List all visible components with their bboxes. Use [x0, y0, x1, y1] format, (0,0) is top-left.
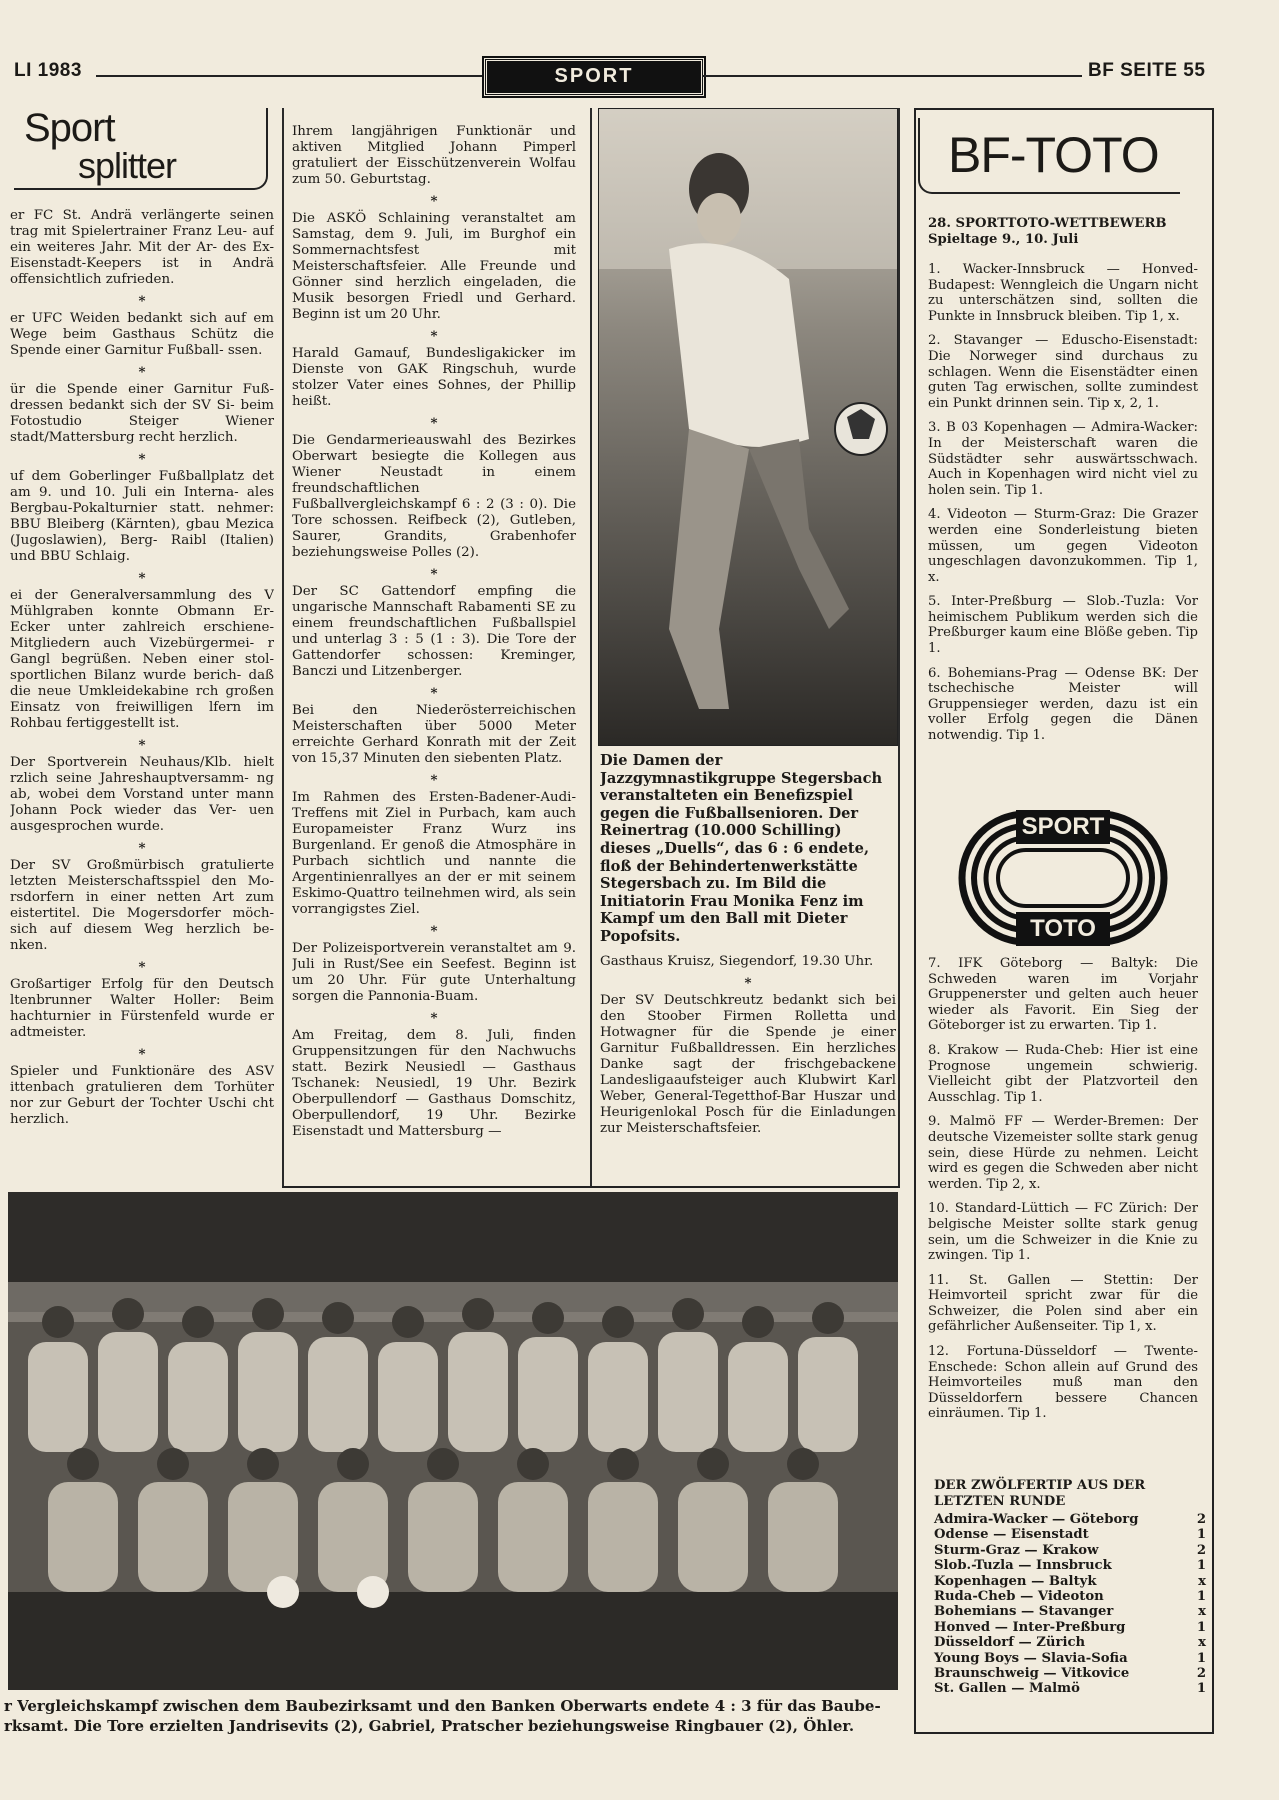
toto-title-box: [918, 116, 1206, 196]
header-date: LI 1983: [14, 60, 82, 81]
result-match: Odense — Eisenstadt: [934, 1527, 1089, 1543]
toto-game: 3. B 03 Kopenhagen — Admira-Wacker: In der Meisterschaft waren die Südstädter sehr auswärtsschwach. Auch in Kopenhagen wird nicht viel zu holen sein. Tip 1.: [928, 420, 1198, 498]
separator-star: *: [138, 959, 146, 975]
result-row: [934, 1666, 1206, 1681]
result-match: Bohemians — Stavanger: [934, 1604, 1114, 1620]
separator-star: *: [430, 1010, 438, 1026]
toto-heading: [928, 216, 1198, 247]
article: Großartiger Erfolg für den Deutsch ltenbrunner Walter Holler: Beim hachturnier in Fürstenfeld wurde er adtmeister.: [10, 977, 274, 1040]
toto-games-first: [928, 262, 1198, 802]
article: er UFC Weiden bedankt sich auf em Wege beim Gasthaus Schütz die Spende einer Garnitur Fußball- ssen.: [10, 311, 274, 358]
article: ei der Generalversammlung des V Mühlgraben konnte Obmann Er- Ecker unter zahlreich erschiene- Mitgliedern auch Vizebürgermei- r Gangl begrüßen. Neben einer stol- sportlichen Bilanz wurde berich- daß die neue Umkleidekabine rch großen Einsatz von freiwilligen lfern im Rohbau fertiggestellt ist.: [10, 588, 274, 731]
result-tip: 1: [1196, 1619, 1206, 1635]
photo-caption: Die Damen der Jazzgymnastikgruppe Stegersbach veranstalteten ein Benefizspiel gegen die Fußballsenioren. Der Reinertrag (10.000 Schilling) dieses „Duells“, das 6 : 6 endete, floß der Behindertenwerkstätte Stegersbach zu. Im Bild die Initiatorin Frau Monika Fenz im Kampf um den Ball mit Dieter Popofsits.: [600, 752, 883, 945]
separator-star: *: [430, 566, 438, 582]
separator-star: *: [744, 975, 752, 991]
article: Spieler und Funktionäre des ASV ittenbach gratulieren dem Torhüter nor zur Geburt der Tochter Uschi cht herzlich.: [10, 1064, 274, 1127]
article: Die Gendarmerieauswahl des Bezirkes Oberwart besiegte die Kollegen aus Wiener Neustadt in einem freundschaftlichen Fußballvergleichskampf 6 : 2 (3 : 0). Die Tore schossen. Reifbeck (2), Gutleben, Saurer, Grandits, Grabenhofer beziehungsweise Polles (2).: [292, 433, 576, 560]
separator-star: *: [430, 923, 438, 939]
separator-star: *: [430, 772, 438, 788]
results-title: DER ZWÖLFERTIP AUS DER LETZTEN RUNDE: [934, 1478, 1146, 1509]
column-news: [292, 124, 576, 1184]
team-photo: [8, 1192, 898, 1690]
result-match: Kopenhagen — Baltyk: [934, 1573, 1097, 1589]
logo-text-top: SPORT: [1021, 813, 1105, 840]
toto-title: BF-TOTO: [948, 127, 1159, 183]
header-rule-left: [96, 75, 482, 77]
logo-text-bottom: TOTO: [1030, 915, 1096, 942]
toto-games-second: [928, 956, 1198, 1476]
team-photo-caption: [4, 1696, 904, 1736]
result-row: [934, 1681, 1206, 1696]
result-match: Admira-Wacker — Göteborg: [934, 1512, 1139, 1527]
column-continued: [600, 954, 896, 1184]
results-list: [934, 1512, 1206, 1697]
page-number: BF SEITE 55: [1088, 60, 1206, 81]
result-tip: x: [1198, 1573, 1206, 1589]
result-tip: 2: [1196, 1512, 1206, 1527]
toto-game: 4. Videoton — Sturm-Graz: Die Grazer werden eine Sonderleistung bieten müssen, um gegen Videoton ungeschlagen davonzukommen. Tip 1, x.: [928, 507, 1198, 585]
separator-star: *: [430, 328, 438, 344]
article: Im Rahmen des Ersten-Badener-Audi-Treffens mit Ziel in Purbach, kam auch Europameister Franz Wurz ins Burgenland. Er genoß die Atmosphäre in Purbach sichtlich und nannte die Argentinienrallyes an der er mit seinem Eskimo-Quattro teilnehmen wird, als sein vorrangigstes Ziel.: [292, 790, 576, 917]
result-match: Sturm-Graz — Krakow: [934, 1542, 1099, 1558]
title-sport: Sport: [24, 106, 115, 150]
toto-game: 7. IFK Göteborg — Baltyk: Die Schweden waren im Vorjahr Gruppenerster und gelten auch heuer wieder als Favorit. Ein Sieg der Göteborger ist zu erwarten. Tip 1.: [928, 956, 1198, 1034]
header-rule-right: [702, 75, 1082, 77]
article: Ihrem langjährigen Funktionär und aktiven Mitglied Johann Pimperl gratuliert der Eisschützenverein Wolfau zum 50. Geburtstag.: [292, 124, 576, 187]
column-rule: [590, 108, 592, 1188]
result-tip: 1: [1196, 1681, 1206, 1697]
result-tip: 1: [1196, 1527, 1206, 1543]
team-photo-illustration: [8, 1192, 898, 1690]
article: Gasthaus Kruisz, Siegendorf, 19.30 Uhr.: [600, 954, 874, 969]
separator-star: *: [138, 570, 146, 586]
article: Bei den Niederösterreichischen Meisterschaften über 5000 Meter erreichte Gerhard Konrath mit der Zeit von 15,37 Minuten den siebenten Platz.: [292, 703, 576, 766]
toto-game: 2. Stavanger — Eduscho-Eisenstadt: Die Norweger sind durchaus zu schlagen. Wenn die Eisenstädter einen guten Tag erwischen, sollte zumindest ein Punkt drinnen sein. Tip x, 2, 1.: [928, 333, 1198, 411]
result-tip: 2: [1196, 1542, 1206, 1558]
result-row: [934, 1527, 1206, 1542]
result-row: [934, 1558, 1206, 1573]
toto-heading-line: 28. SPORTTOTO-WETTBEWERB: [928, 216, 1167, 231]
toto-game: 5. Inter-Preßburg — Slob.-Tuzla: Vor heimischem Publikum werden sich die Preßburger kaum eine Blöße geben. Tip 1.: [928, 594, 1198, 657]
article: er FC St. Andrä verlängerte seinen trag mit Spielertrainer Franz Leu- auf ein weiteres Jahr. Mit der Ar- des Ex-Eisenstadt-Keepers ist in Andrä offensichtlich zufrieden.: [10, 208, 274, 287]
separator-star: *: [138, 293, 146, 309]
soccer-photo-illustration: [599, 109, 897, 745]
separator-star: *: [138, 451, 146, 467]
result-match: Slob.-Tuzla — Innsbruck: [934, 1558, 1112, 1574]
result-row: [934, 1651, 1206, 1666]
result-match: Young Boys — Slavia-Sofia: [934, 1650, 1128, 1666]
separator-star: *: [430, 193, 438, 209]
separator-star: *: [138, 1046, 146, 1062]
section-label: SPORT: [484, 58, 704, 96]
article: Der SV Deutschkreutz bedankt sich bei den Stoober Firmen Rolletta und Hotwagner für die Spende je einer Garnitur Fußballdressen. Ein herzliches Danke sagt der frischgebackene Landesligaaufsteiger auch Klubwirt Karl Weber, General-Tegetthof-Bar Huszar und Heurigenlokal Posch für die Einladungen zur Meisterschaftsfeier.: [600, 993, 896, 1136]
title-splitter: splitter: [78, 145, 177, 186]
sport-toto-logo: [958, 810, 1168, 946]
result-row: [934, 1543, 1206, 1558]
result-row: [934, 1620, 1206, 1635]
result-match: Ruda-Cheb — Videoton: [934, 1589, 1104, 1605]
article: Der SV Großmürbisch gratulierte letzten Meisterschaftsspiel den Mo- rsdorfern in einer netten Art zum eistertitel. Die Mogersdorfer möch- sich auf diesem Weg herzlich be- nken.: [10, 858, 274, 953]
toto-game: 12. Fortuna-Düsseldorf — Twente-Enschede: Schon allein auf Grund des Heimvorteiles muß man den Düsseldorfern bessere Chancen einräumen. Tip 1.: [928, 1344, 1198, 1422]
caption-line: r Vergleichskampf zwischen dem Baubezirksamt und den Banken Oberwarts endete 4 : 3 für das Baube-: [4, 1697, 881, 1715]
toto-heading-line: Spieltage 9., 10. Juli: [928, 231, 1079, 247]
result-tip: x: [1198, 1604, 1206, 1620]
result-match: Honved — Inter-Preßburg: [934, 1619, 1126, 1635]
toto-game: 10. Standard-Lüttich — FC Zürich: Der belgische Meister sollte stark genug sein, um die Schweizer in die Knie zu zwingen. Tip 1.: [928, 1201, 1198, 1264]
result-tip: 1: [1196, 1558, 1206, 1574]
article: uf dem Goberlinger Fußballplatz det am 9. und 10. Juli ein Interna- ales Bergbau-Pokalturnier statt. nehmer: BBU Bleiberg (Kärnten), gbau Mezica (Jugoslawien), Berg- Raibl (Italien) und BBU Schlaig.: [10, 469, 274, 564]
article: Die ASKÖ Schlaining veranstaltet am Samstag, dem 9. Juli, im Burghof ein Sommernachtsfest mit Meisterschaftsfeier. Alle Freunde und Gönner sind herzlich eingeladen, die Musik besorgen Friedl und Gerhard. Beginn ist um 20 Uhr.: [292, 211, 576, 322]
result-row: [934, 1589, 1206, 1604]
separator-star: *: [138, 364, 146, 380]
result-tip: 2: [1196, 1666, 1206, 1682]
toto-game: 9. Malmö FF — Werder-Bremen: Der deutsche Vizemeister sollte stark genug sein, diese Hürde zu nehmen. Leicht wird es gegen die Schweden aber nicht werden. Tip 2, x.: [928, 1114, 1198, 1192]
article: Harald Gamauf, Bundesligakicker im Dienste von GAK Ringschuh, wurde stolzer Vater eines Sohnes, der Phillip heißt.: [292, 346, 576, 409]
toto-game: 6. Bohemians-Prag — Odense BK: Der tschechische Meister will Gruppensieger werden, dazu ist ein voller Erfolg gegen die Dänen notwendig. Tip 1.: [928, 665, 1198, 744]
toto-game: 8. Krakow — Ruda-Cheb: Hier ist eine Prognose ungemein schwierig. Vielleicht gibt der Platzvorteil den Ausschlag. Tip 1.: [928, 1042, 1198, 1105]
result-tip: x: [1198, 1635, 1206, 1651]
result-tip: 1: [1196, 1589, 1206, 1605]
column-rule: [282, 108, 284, 1188]
column-rule: [898, 108, 900, 1188]
result-row: [934, 1512, 1206, 1527]
separator-star: *: [138, 840, 146, 856]
column-bottom-rule: [282, 1186, 900, 1188]
sportsplitter-title-box: [14, 108, 268, 190]
result-tip: 1: [1196, 1650, 1206, 1666]
article: Der Polizeisportverein veranstaltet am 9. Juli in Rust/See ein Seefest. Beginn ist um 20 Uhr. Für gute Unterhaltung sorgen die Pannonia-Buam.: [292, 941, 576, 1004]
result-row: [934, 1635, 1206, 1650]
caption-line: rksamt. Die Tore erzielten Jandrisevits (2), Gabriel, Pratscher beziehungsweise Ringbauer (2), Öhler.: [4, 1717, 855, 1735]
separator-star: *: [138, 737, 146, 753]
column-sportsplitter: [10, 208, 274, 1216]
separator-star: *: [430, 685, 438, 701]
soccer-photo: [598, 108, 898, 746]
article: ür die Spende einer Garnitur Fuß- dressen bedankt sich der SV Si- beim Fotostudio Steiger Wiener stadt/Mattersburg recht herzlich.: [10, 382, 274, 445]
result-row: [934, 1574, 1206, 1589]
result-match: Braunschweig — Vitkovice: [934, 1666, 1130, 1682]
article: Am Freitag, dem 8. Juli, finden Gruppensitzungen für den Nachwuchs statt. Bezirk Neusiedl — Gasthaus Tschanek: Neusiedl, 19 Uhr. Bezirk Oberpullendorf — Gasthaus Domschitz, Oberpullendorf, 19 Uhr. Bezirke Eisenstadt und Mattersburg —: [292, 1028, 576, 1139]
result-row: [934, 1604, 1206, 1619]
article: Der Sportverein Neuhaus/Klb. hielt rzlich seine Jahreshauptversamm- ng ab, wobei dem Vorstand unter mann Johann Pock wieder das Ver- uen ausgesprochen wurde.: [10, 755, 274, 834]
toto-game: 11. St. Gallen — Stettin: Der Heimvorteil spricht zwar für die Schweizer, die Polen sind aber ein gefährlicher Außenseiter. Tip 1, x.: [928, 1272, 1198, 1335]
result-match: St. Gallen — Malmö: [934, 1681, 1080, 1697]
toto-game: 1. Wacker-Innsbruck — Honved-Budapest: Wenngleich die Ungarn nicht zu unterschätzen sind, sollten die Punkte in Innsbruck bleiben. Tip 1, x.: [928, 262, 1198, 324]
separator-star: *: [430, 415, 438, 431]
result-match: Düsseldorf — Zürich: [934, 1635, 1086, 1651]
article: Der SC Gattendorf empfing die ungarische Mannschaft Rabamenti SE zu einem freundschaftlichen Fußballspiel und unterlag 3 : 5 (1 : 3). Die Tore der Gattendorfer schossen: Kreminger, Banczi und Litzenberger.: [292, 584, 576, 679]
